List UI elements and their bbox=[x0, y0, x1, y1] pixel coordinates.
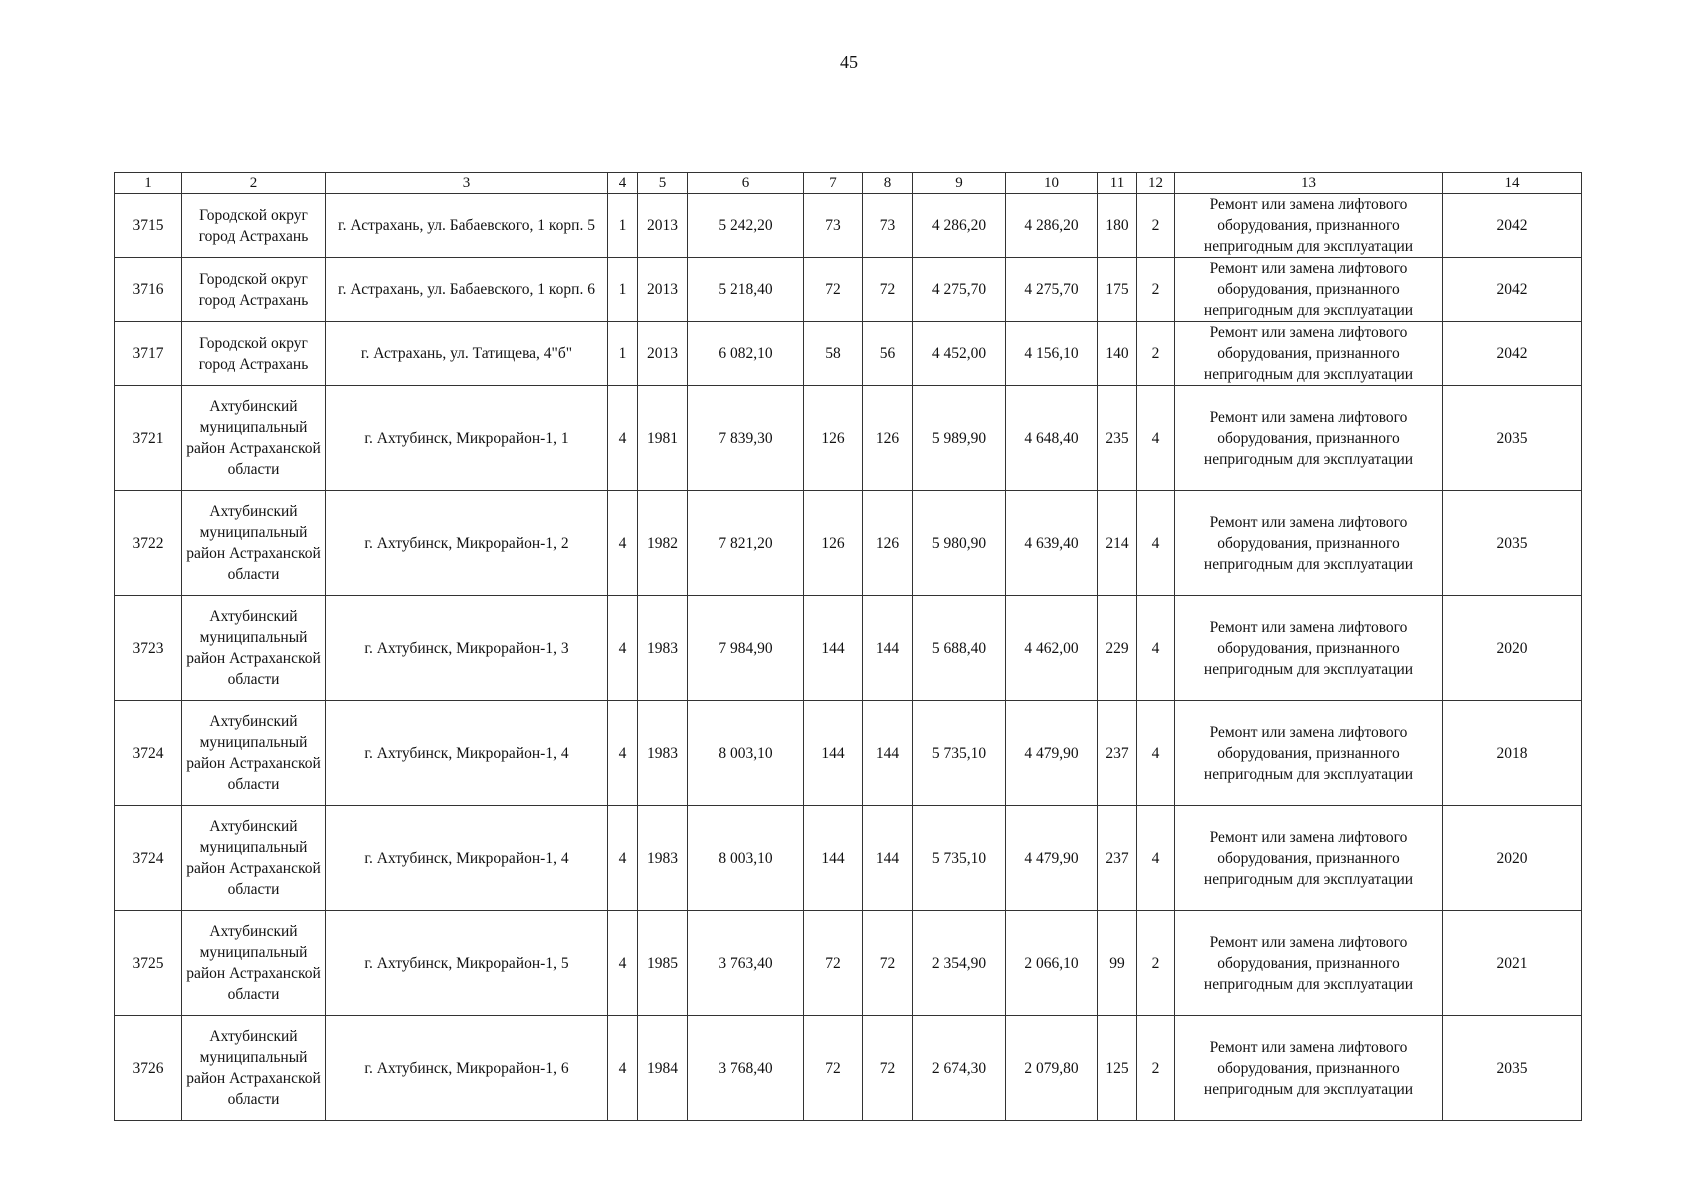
address-cell: г. Астрахань, ул. Татищева, 4"б" bbox=[326, 322, 608, 386]
column-number: 3 bbox=[326, 173, 608, 194]
cell-col-4: 4 bbox=[608, 491, 638, 596]
cell-col-6: 6 082,10 bbox=[688, 322, 804, 386]
column-number: 8 bbox=[863, 173, 913, 194]
cell-col-7: 58 bbox=[804, 322, 863, 386]
address-cell: г. Астрахань, ул. Бабаевского, 1 корп. 5 bbox=[326, 194, 608, 258]
work-type-cell: Ремонт или замена лифтового оборудования, признанного непригодным для эксплуатации bbox=[1175, 491, 1443, 596]
cell-col-4: 4 bbox=[608, 701, 638, 806]
cell-col-11: 229 bbox=[1098, 596, 1137, 701]
column-number: 12 bbox=[1137, 173, 1175, 194]
column-number: 9 bbox=[913, 173, 1006, 194]
cell-col-12: 2 bbox=[1137, 1016, 1175, 1121]
cell-col-12: 2 bbox=[1137, 911, 1175, 1016]
table-row bbox=[115, 491, 1582, 596]
cell-col-8: 126 bbox=[863, 386, 913, 491]
data-table bbox=[114, 172, 1582, 1121]
year-cell: 1983 bbox=[638, 806, 688, 911]
cell-col-12: 2 bbox=[1137, 194, 1175, 258]
table-row bbox=[115, 322, 1582, 386]
address-cell: г. Ахтубинск, Микрорайон-1, 3 bbox=[326, 596, 608, 701]
cell-col-9: 5 980,90 bbox=[913, 491, 1006, 596]
address-cell: г. Ахтубинск, Микрорайон-1, 4 bbox=[326, 701, 608, 806]
record-id: 3725 bbox=[115, 911, 182, 1016]
column-number: 10 bbox=[1006, 173, 1098, 194]
cell-col-12: 4 bbox=[1137, 491, 1175, 596]
cell-col-6: 3 768,40 bbox=[688, 1016, 804, 1121]
period-cell: 2035 bbox=[1443, 491, 1582, 596]
cell-col-12: 4 bbox=[1137, 806, 1175, 911]
period-cell: 2020 bbox=[1443, 596, 1582, 701]
year-cell: 1983 bbox=[638, 596, 688, 701]
cell-col-11: 214 bbox=[1098, 491, 1137, 596]
cell-col-9: 4 275,70 bbox=[913, 258, 1006, 322]
record-id: 3717 bbox=[115, 322, 182, 386]
year-cell: 1984 bbox=[638, 1016, 688, 1121]
municipality-cell: Ахтубинский муниципальный район Астраханской области bbox=[182, 1016, 326, 1121]
year-cell: 1982 bbox=[638, 491, 688, 596]
cell-col-10: 2 079,80 bbox=[1006, 1016, 1098, 1121]
cell-col-10: 4 479,90 bbox=[1006, 701, 1098, 806]
cell-col-12: 2 bbox=[1137, 322, 1175, 386]
cell-col-4: 1 bbox=[608, 194, 638, 258]
cell-col-7: 73 bbox=[804, 194, 863, 258]
cell-col-8: 144 bbox=[863, 701, 913, 806]
period-cell: 2035 bbox=[1443, 386, 1582, 491]
cell-col-10: 4 275,70 bbox=[1006, 258, 1098, 322]
period-cell: 2042 bbox=[1443, 322, 1582, 386]
cell-col-12: 4 bbox=[1137, 596, 1175, 701]
cell-col-8: 72 bbox=[863, 911, 913, 1016]
work-type-cell: Ремонт или замена лифтового оборудования, признанного непригодным для эксплуатации bbox=[1175, 596, 1443, 701]
cell-col-8: 73 bbox=[863, 194, 913, 258]
cell-col-4: 4 bbox=[608, 806, 638, 911]
cell-col-11: 237 bbox=[1098, 701, 1137, 806]
record-id: 3724 bbox=[115, 701, 182, 806]
cell-col-7: 144 bbox=[804, 806, 863, 911]
cell-col-8: 72 bbox=[863, 258, 913, 322]
cell-col-11: 175 bbox=[1098, 258, 1137, 322]
column-number: 4 bbox=[608, 173, 638, 194]
municipality-cell: Городской округ город Астрахань bbox=[182, 194, 326, 258]
cell-col-10: 2 066,10 bbox=[1006, 911, 1098, 1016]
work-type-cell: Ремонт или замена лифтового оборудования, признанного непригодным для эксплуатации bbox=[1175, 806, 1443, 911]
municipality-cell: Ахтубинский муниципальный район Астраханской области bbox=[182, 701, 326, 806]
cell-col-9: 5 688,40 bbox=[913, 596, 1006, 701]
column-number: 14 bbox=[1443, 173, 1582, 194]
municipality-cell: Ахтубинский муниципальный район Астраханской области bbox=[182, 911, 326, 1016]
period-cell: 2035 bbox=[1443, 1016, 1582, 1121]
cell-col-8: 144 bbox=[863, 596, 913, 701]
cell-col-8: 144 bbox=[863, 806, 913, 911]
year-cell: 1983 bbox=[638, 701, 688, 806]
cell-col-8: 56 bbox=[863, 322, 913, 386]
record-id: 3721 bbox=[115, 386, 182, 491]
cell-col-6: 7 839,30 bbox=[688, 386, 804, 491]
cell-col-7: 144 bbox=[804, 701, 863, 806]
address-cell: г. Ахтубинск, Микрорайон-1, 5 bbox=[326, 911, 608, 1016]
record-id: 3724 bbox=[115, 806, 182, 911]
cell-col-7: 72 bbox=[804, 1016, 863, 1121]
period-cell: 2042 bbox=[1443, 194, 1582, 258]
cell-col-12: 4 bbox=[1137, 701, 1175, 806]
cell-col-11: 125 bbox=[1098, 1016, 1137, 1121]
cell-col-4: 4 bbox=[608, 911, 638, 1016]
cell-col-7: 144 bbox=[804, 596, 863, 701]
period-cell: 2020 bbox=[1443, 806, 1582, 911]
cell-col-7: 72 bbox=[804, 911, 863, 1016]
cell-col-9: 5 735,10 bbox=[913, 806, 1006, 911]
year-cell: 1981 bbox=[638, 386, 688, 491]
address-cell: г. Ахтубинск, Микрорайон-1, 1 bbox=[326, 386, 608, 491]
cell-col-6: 7 821,20 bbox=[688, 491, 804, 596]
cell-col-6: 5 218,40 bbox=[688, 258, 804, 322]
table-row bbox=[115, 701, 1582, 806]
column-number: 1 bbox=[115, 173, 182, 194]
table-row bbox=[115, 194, 1582, 258]
cell-col-10: 4 462,00 bbox=[1006, 596, 1098, 701]
column-number: 13 bbox=[1175, 173, 1443, 194]
municipality-cell: Ахтубинский муниципальный район Астраханской области bbox=[182, 491, 326, 596]
cell-col-8: 72 bbox=[863, 1016, 913, 1121]
work-type-cell: Ремонт или замена лифтового оборудования, признанного непригодным для эксплуатации bbox=[1175, 194, 1443, 258]
cell-col-9: 2 674,30 bbox=[913, 1016, 1006, 1121]
cell-col-4: 1 bbox=[608, 322, 638, 386]
year-cell: 2013 bbox=[638, 322, 688, 386]
year-cell: 1985 bbox=[638, 911, 688, 1016]
year-cell: 2013 bbox=[638, 258, 688, 322]
cell-col-6: 5 242,20 bbox=[688, 194, 804, 258]
period-cell: 2021 bbox=[1443, 911, 1582, 1016]
column-number: 5 bbox=[638, 173, 688, 194]
cell-col-10: 4 648,40 bbox=[1006, 386, 1098, 491]
cell-col-7: 126 bbox=[804, 386, 863, 491]
table-row bbox=[115, 911, 1582, 1016]
address-cell: г. Ахтубинск, Микрорайон-1, 6 bbox=[326, 1016, 608, 1121]
address-cell: г. Ахтубинск, Микрорайон-1, 4 bbox=[326, 806, 608, 911]
cell-col-11: 235 bbox=[1098, 386, 1137, 491]
table-row bbox=[115, 386, 1582, 491]
cell-col-4: 4 bbox=[608, 1016, 638, 1121]
record-id: 3716 bbox=[115, 258, 182, 322]
municipality-cell: Ахтубинский муниципальный район Астраханской области bbox=[182, 596, 326, 701]
municipality-cell: Ахтубинский муниципальный район Астраханской области bbox=[182, 806, 326, 911]
cell-col-7: 126 bbox=[804, 491, 863, 596]
cell-col-12: 4 bbox=[1137, 386, 1175, 491]
cell-col-12: 2 bbox=[1137, 258, 1175, 322]
table-row bbox=[115, 806, 1582, 911]
work-type-cell: Ремонт или замена лифтового оборудования, признанного непригодным для эксплуатации bbox=[1175, 701, 1443, 806]
municipality-cell: Городской округ город Астрахань bbox=[182, 258, 326, 322]
cell-col-10: 4 639,40 bbox=[1006, 491, 1098, 596]
cell-col-9: 2 354,90 bbox=[913, 911, 1006, 1016]
table-row bbox=[115, 1016, 1582, 1121]
record-id: 3726 bbox=[115, 1016, 182, 1121]
cell-col-10: 4 286,20 bbox=[1006, 194, 1098, 258]
cell-col-10: 4 479,90 bbox=[1006, 806, 1098, 911]
cell-col-6: 8 003,10 bbox=[688, 806, 804, 911]
work-type-cell: Ремонт или замена лифтового оборудования, признанного непригодным для эксплуатации bbox=[1175, 258, 1443, 322]
cell-col-8: 126 bbox=[863, 491, 913, 596]
cell-col-10: 4 156,10 bbox=[1006, 322, 1098, 386]
cell-col-9: 4 452,00 bbox=[913, 322, 1006, 386]
year-cell: 2013 bbox=[638, 194, 688, 258]
municipality-cell: Ахтубинский муниципальный район Астраханской области bbox=[182, 386, 326, 491]
record-id: 3722 bbox=[115, 491, 182, 596]
record-id: 3715 bbox=[115, 194, 182, 258]
cell-col-4: 4 bbox=[608, 386, 638, 491]
cell-col-4: 1 bbox=[608, 258, 638, 322]
work-type-cell: Ремонт или замена лифтового оборудования, признанного непригодным для эксплуатации bbox=[1175, 322, 1443, 386]
cell-col-7: 72 bbox=[804, 258, 863, 322]
column-number: 2 bbox=[182, 173, 326, 194]
cell-col-6: 7 984,90 bbox=[688, 596, 804, 701]
address-cell: г. Ахтубинск, Микрорайон-1, 2 bbox=[326, 491, 608, 596]
cell-col-11: 180 bbox=[1098, 194, 1137, 258]
work-type-cell: Ремонт или замена лифтового оборудования, признанного непригодным для эксплуатации bbox=[1175, 386, 1443, 491]
table-row bbox=[115, 596, 1582, 701]
page-number: 45 bbox=[840, 52, 858, 72]
cell-col-11: 237 bbox=[1098, 806, 1137, 911]
period-cell: 2018 bbox=[1443, 701, 1582, 806]
municipality-cell: Городской округ город Астрахань bbox=[182, 322, 326, 386]
column-number-row bbox=[115, 173, 1582, 194]
cell-col-6: 8 003,10 bbox=[688, 701, 804, 806]
cell-col-11: 140 bbox=[1098, 322, 1137, 386]
address-cell: г. Астрахань, ул. Бабаевского, 1 корп. 6 bbox=[326, 258, 608, 322]
cell-col-9: 5 735,10 bbox=[913, 701, 1006, 806]
column-number: 7 bbox=[804, 173, 863, 194]
column-number: 6 bbox=[688, 173, 804, 194]
cell-col-9: 5 989,90 bbox=[913, 386, 1006, 491]
record-id: 3723 bbox=[115, 596, 182, 701]
work-type-cell: Ремонт или замена лифтового оборудования, признанного непригодным для эксплуатации bbox=[1175, 911, 1443, 1016]
cell-col-11: 99 bbox=[1098, 911, 1137, 1016]
period-cell: 2042 bbox=[1443, 258, 1582, 322]
cell-col-4: 4 bbox=[608, 596, 638, 701]
column-number: 11 bbox=[1098, 173, 1137, 194]
cell-col-6: 3 763,40 bbox=[688, 911, 804, 1016]
table-row bbox=[115, 258, 1582, 322]
work-type-cell: Ремонт или замена лифтового оборудования, признанного непригодным для эксплуатации bbox=[1175, 1016, 1443, 1121]
cell-col-9: 4 286,20 bbox=[913, 194, 1006, 258]
